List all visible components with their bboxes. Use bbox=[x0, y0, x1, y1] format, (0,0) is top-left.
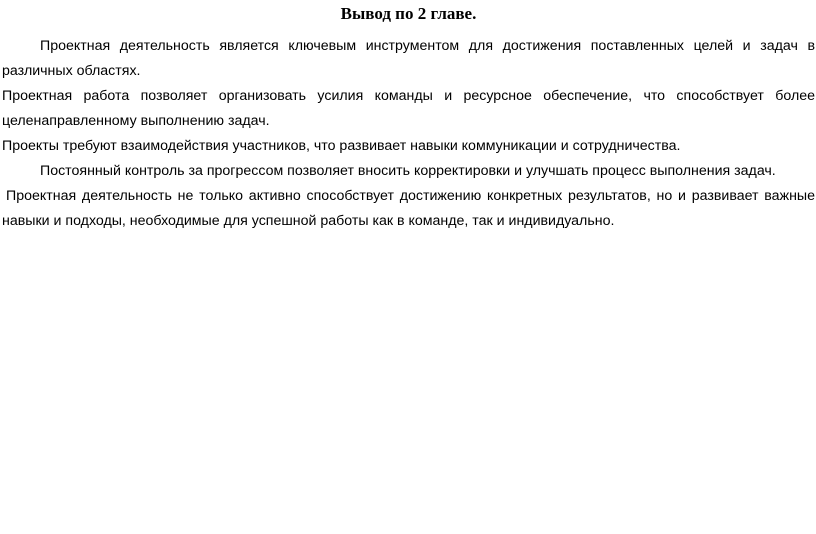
page-title: Вывод по 2 главе. bbox=[340, 4, 477, 23]
paragraph-4: Постоянный контроль за прогрессом позволяет вносить корректировки и улучшать процесс выполнения задач. bbox=[40, 163, 776, 179]
paragraph-2: Проектная работа позволяет организовать усилия команды и ресурсное обеспечение, что способствует более целенаправленному выполнению задач. bbox=[2, 88, 815, 129]
paragraph-3: Проекты требуют взаимодействия участников, что развивает навыки коммуникации и сотрудничества. bbox=[2, 138, 681, 154]
paragraph-1: Проектная деятельность является ключевым инструментом для достижения поставленных целей и задач в различных областях. bbox=[2, 38, 815, 79]
paragraph-5: Проектная деятельность не только активно способствует достижению конкретных результатов, но и развивает важные навыки и подходы, необходимые для успешной работы как в команде, так и индивидуально. bbox=[2, 188, 815, 229]
